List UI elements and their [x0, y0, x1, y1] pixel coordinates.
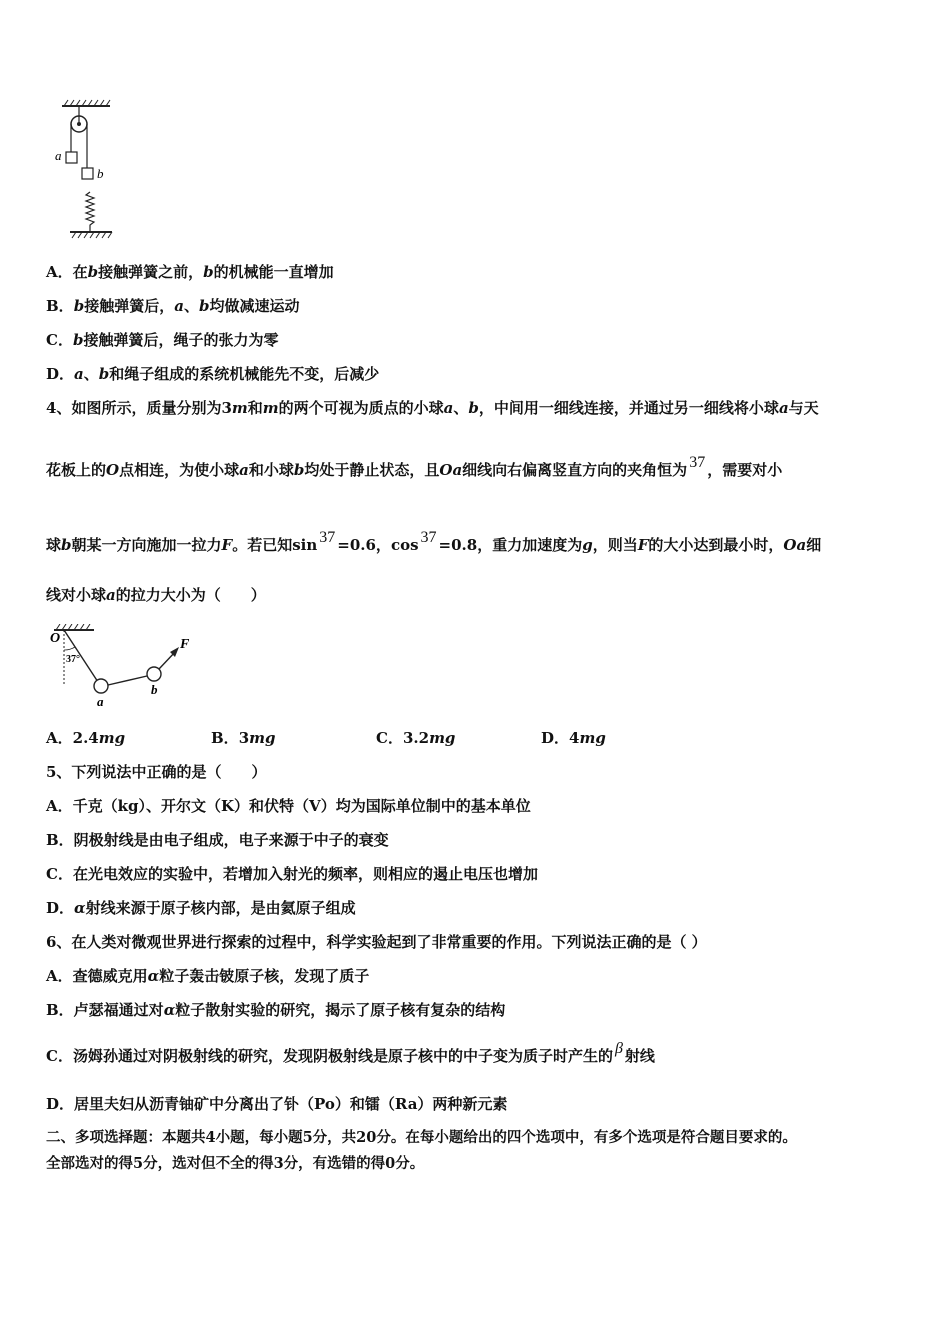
q3-option-a: A．在b接触弹簧之前，b的机械能一直增加: [46, 263, 334, 281]
q6-option-a: A．查德威克用α粒子轰击铍原子核，发现了质子: [46, 967, 370, 985]
q4-option-d: D．4mg: [541, 729, 606, 747]
label-ball-b: b: [151, 682, 158, 697]
label-ball-a: a: [97, 694, 104, 709]
q5-option-a: A．千克（kg）、开尔文（K）和伏特（V）均为国际单位制中的基本单位: [46, 797, 531, 815]
label-F: F: [180, 637, 190, 652]
q3-option-b: B．b接触弹簧后，a、b均做减速运动: [46, 297, 300, 315]
q6-option-d: D．居里夫妇从沥青铀矿中分离出了钋（Po）和镭（Ra）两种新元素: [46, 1095, 508, 1113]
block-a: [66, 152, 77, 163]
section2-line2: 全部选对的得5分，选对但不全的得3分，有选错的得0分。: [46, 1155, 425, 1172]
block-b: [82, 168, 93, 179]
q4-option-b: B．3mg: [211, 729, 276, 747]
ball-a: [94, 679, 108, 693]
q3-option-c: C．b接触弹簧后，绳子的张力为零: [46, 331, 279, 349]
label-b: b: [97, 166, 104, 181]
q4-stem-line1: 4、如图所示，质量分别为3m和m的两个可视为质点的小球a、b，中间用一细线连接，并通过另一细线将小球a与天: [46, 399, 819, 417]
beta-formula: β: [614, 1040, 623, 1057]
q4-stem-line3: 球b朝某一方向施加一拉力F。若已知sin 37 =0.6，cos 37 =0.8，重力加速度为g，则当F的大小达到最小时，Oa细: [46, 529, 822, 554]
q6-stem: 6、在人类对微观世界进行探索的过程中，科学实验起到了非常重要的作用。下列说法正确的是（ ）: [46, 933, 707, 951]
q3-option-d: D．a、b和绳子组成的系统机械能先不变，后减少: [46, 365, 380, 383]
q5-option-d: D．α射线来源于原子核内部，是由氦原子组成: [46, 899, 356, 917]
ball-b: [147, 667, 161, 681]
q4-option-a: A．2.4mg: [46, 729, 126, 747]
q4-stem-line4: 线对小球a的拉力大小为（ ）: [46, 586, 266, 604]
q5-option-b: B．阴极射线是由电子组成，电子来源于中子的衰变: [46, 831, 389, 849]
label-angle: 37°: [66, 654, 80, 665]
q5-stem: 5、下列说法中正确的是（ ）: [46, 763, 267, 781]
label-O: O: [50, 631, 61, 646]
q5-option-c: C．在光电效应的实验中，若增加入射光的频率，则相应的遏止电压也增加: [46, 865, 538, 883]
q6-option-c: C．汤姆孙通过对阴极射线的研究，发现阴极射线是原子核中的中子变为质子时产生的 β 射线: [46, 1040, 655, 1065]
q4-option-c: C．3.2mg: [376, 729, 456, 747]
two-ball-figure: [46, 624, 206, 710]
section2-line1: 二、多项选择题：本题共4小题，每小题5分，共20分。在每小题给出的四个选项中，有多个选项是符合题目要求的。: [46, 1129, 797, 1146]
angle-37-formula: 37: [689, 454, 706, 471]
q4-stem-line2: 花板上的O点相连，为使小球a和小球b均处于静止状态，且Oa细线向右偏离竖直方向的夹角恒为 37 ，需要对小: [46, 454, 783, 479]
spring: [86, 192, 94, 232]
pulley-spring-figure: [50, 98, 120, 240]
label-a: a: [55, 148, 62, 163]
q6-option-b: B．卢瑟福通过对α粒子散射实验的研究，揭示了原子核有复杂的结构: [46, 1001, 506, 1019]
